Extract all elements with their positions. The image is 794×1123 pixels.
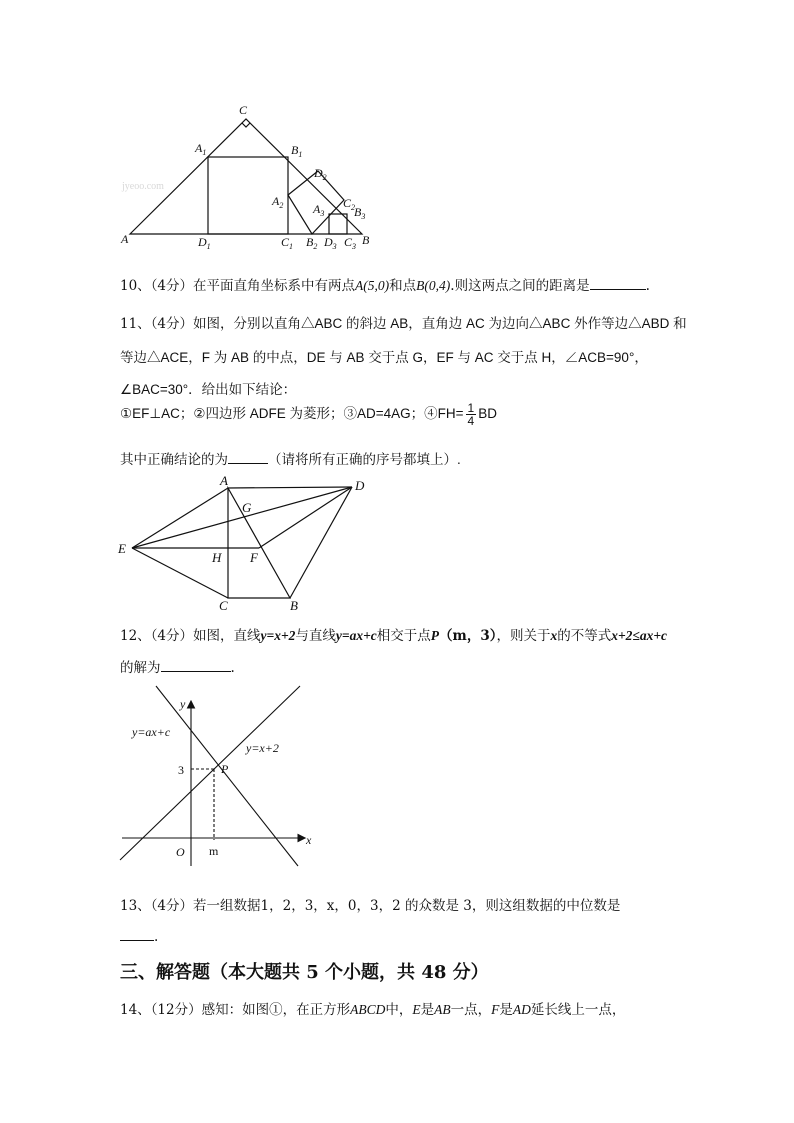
q11-line1-text: 如图，分别以直角△ABC 的斜边 AB，直角边 AC 为边向△ABC 外作等边△ABD 和 — [193, 316, 687, 331]
q12-answer-blank[interactable] — [161, 657, 231, 672]
question-11-line3 — [120, 378, 296, 398]
q14-ad: AD — [512, 1002, 531, 1017]
q11-score: （4分） — [150, 316, 194, 332]
question-13-answer — [120, 926, 158, 945]
q13-number: 13、 — [120, 898, 151, 914]
label-a: A — [121, 232, 129, 246]
q12-eq1: y=x+2 — [260, 628, 296, 643]
label-a3: $A_3$ — [313, 202, 325, 218]
label-g: G — [242, 500, 252, 515]
q14-t1: 感知 — [201, 1002, 229, 1018]
triangle-abc — [130, 119, 362, 234]
q10-answer-blank[interactable] — [590, 275, 646, 290]
q11-line3-text: ∠BAC=30°．给出如下结论： — [120, 382, 297, 397]
q13-end: . — [154, 929, 159, 945]
q12-score: （4分） — [150, 628, 194, 644]
label-b1: $B_1$ — [291, 143, 303, 159]
label-c1: $C_1$ — [281, 235, 294, 251]
q13-text: 若一组数据1，2，3，x，0，3，2 的众数是 3，则这组数据的中位数是 — [193, 898, 621, 914]
label-p: P — [221, 762, 229, 776]
question-14 — [120, 998, 625, 1018]
label-d: D — [355, 478, 365, 493]
figure-adfe — [118, 472, 378, 618]
q14-score: （12分） — [150, 1002, 202, 1018]
segment-ae — [132, 488, 228, 548]
label-eq-left: y=ax+c — [132, 725, 171, 739]
label-b: B — [362, 233, 370, 247]
label-eq-right: y=x+2 — [246, 741, 279, 755]
q12-line2a: 的解为 — [120, 660, 161, 676]
figure-two-lines — [118, 684, 328, 874]
q11-line2-text: 等边△ACE，F 为 AB 的中点，DE 与 AB 交于点 G，EF 与 AC 交于点 H，∠ACB=90°， — [120, 350, 648, 365]
q12-t2: 与直线 — [295, 628, 336, 644]
label-e: E — [118, 541, 126, 556]
fraction-one-quarter — [466, 402, 477, 427]
right-angle-mark-c — [242, 123, 250, 127]
segment-ad — [228, 487, 352, 488]
q12-coords: （m，3） — [439, 628, 497, 644]
q12-eq2: y=ax+c — [335, 628, 377, 643]
label-d1: $D_1$ — [198, 235, 211, 251]
label-c: C — [239, 103, 248, 117]
q10-number: 10、 — [120, 278, 151, 294]
q12-p: P — [430, 628, 440, 643]
q12-t3: 相交于点 — [376, 628, 431, 644]
label-a: A — [220, 473, 228, 488]
q14-t2: ：如图①，在正方形 — [228, 1002, 351, 1018]
label-d3: $D_3$ — [324, 235, 337, 251]
q10-score: （4分） — [150, 278, 194, 294]
q10-point-a: A(5,0) — [355, 278, 390, 293]
question-13 — [120, 894, 620, 914]
q10-end: . — [645, 278, 650, 294]
watermark: jyeoo.com — [122, 181, 164, 192]
label-x-axis: x — [306, 833, 312, 847]
q14-e: E — [412, 1002, 421, 1017]
q11-conclusions-text: ①EF⊥AC；②四边形 ADFE 为菱形；③AD=4AG；④FH= — [120, 406, 464, 422]
q14-t4: 是 — [420, 1002, 435, 1018]
label-h: H — [212, 550, 222, 565]
label-b3: $B_3$ — [354, 205, 366, 221]
label-y-axis: y — [180, 697, 186, 711]
label-a1: $A_1$ — [195, 141, 207, 157]
q12-t5: 的不等式 — [557, 628, 612, 644]
label-f: F — [250, 550, 258, 565]
q10-text3: .则这两点之间的距离是 — [450, 278, 590, 294]
q14-f: F — [491, 1002, 500, 1017]
question-12-line2 — [120, 656, 235, 676]
figure-nested-squares — [118, 100, 378, 260]
q12-t1: 如图，直线 — [193, 628, 261, 644]
q14-t3: 中， — [385, 1002, 413, 1018]
q13-answer-blank[interactable] — [120, 926, 154, 941]
q14-t5: 一点， — [450, 1002, 492, 1018]
question-11-line1 — [120, 312, 687, 332]
question-12-line1 — [120, 624, 667, 644]
q14-ab: AB — [434, 1002, 451, 1017]
q11-answer-blank[interactable] — [228, 449, 268, 464]
question-11-conclusions — [120, 402, 497, 427]
q11-prompt-a: 其中正确结论的为 — [120, 452, 228, 467]
q13-score: （4分） — [150, 898, 194, 914]
fraction-denominator: 4 — [467, 414, 475, 428]
q12-inequality: x+2≤ax+c — [611, 628, 668, 643]
q14-square: ABCD — [350, 1002, 386, 1017]
q12-x: x — [550, 628, 558, 643]
q11-conclusions-end: BD — [478, 406, 497, 422]
segment-db — [290, 487, 352, 598]
question-11-prompt — [120, 448, 461, 468]
q14-t6: 是 — [499, 1002, 513, 1018]
question-10 — [120, 274, 650, 294]
label-m: m — [209, 844, 219, 858]
q12-t4: ，则关于 — [496, 628, 551, 644]
q11-number: 11、 — [120, 316, 151, 332]
q11-prompt-b: （请将所有正确的序号都填上）. — [268, 452, 461, 467]
segment-fd — [259, 487, 352, 548]
label-three: 3 — [178, 763, 184, 777]
label-b: B — [290, 598, 298, 613]
q14-number: 14、 — [120, 1002, 151, 1018]
fraction-numerator: 1 — [467, 401, 475, 415]
q14-t7: 延长线上一点， — [530, 1002, 626, 1018]
label-a2: $A_2$ — [272, 194, 284, 210]
q10-text2: 和点 — [389, 278, 417, 294]
section-3-heading: 三、解答题（本大题共 5 个小题，共 48 分） — [120, 962, 489, 983]
label-b2: $B_2$ — [306, 235, 318, 251]
segment-ed — [132, 487, 352, 548]
q10-point-b: B(0,4) — [416, 278, 451, 293]
q10-text1: 在平面直角坐标系中有两点 — [193, 278, 356, 294]
q12-end: . — [230, 660, 235, 676]
label-c2: $C_2$ — [343, 196, 356, 212]
label-c: C — [219, 598, 228, 613]
triangle-acb — [228, 488, 290, 598]
label-d2: $D_2$ — [314, 166, 327, 182]
q12-number: 12、 — [120, 628, 151, 644]
question-11-line2 — [120, 346, 648, 366]
label-c3: $C_3$ — [344, 235, 357, 251]
label-origin: O — [176, 845, 185, 859]
